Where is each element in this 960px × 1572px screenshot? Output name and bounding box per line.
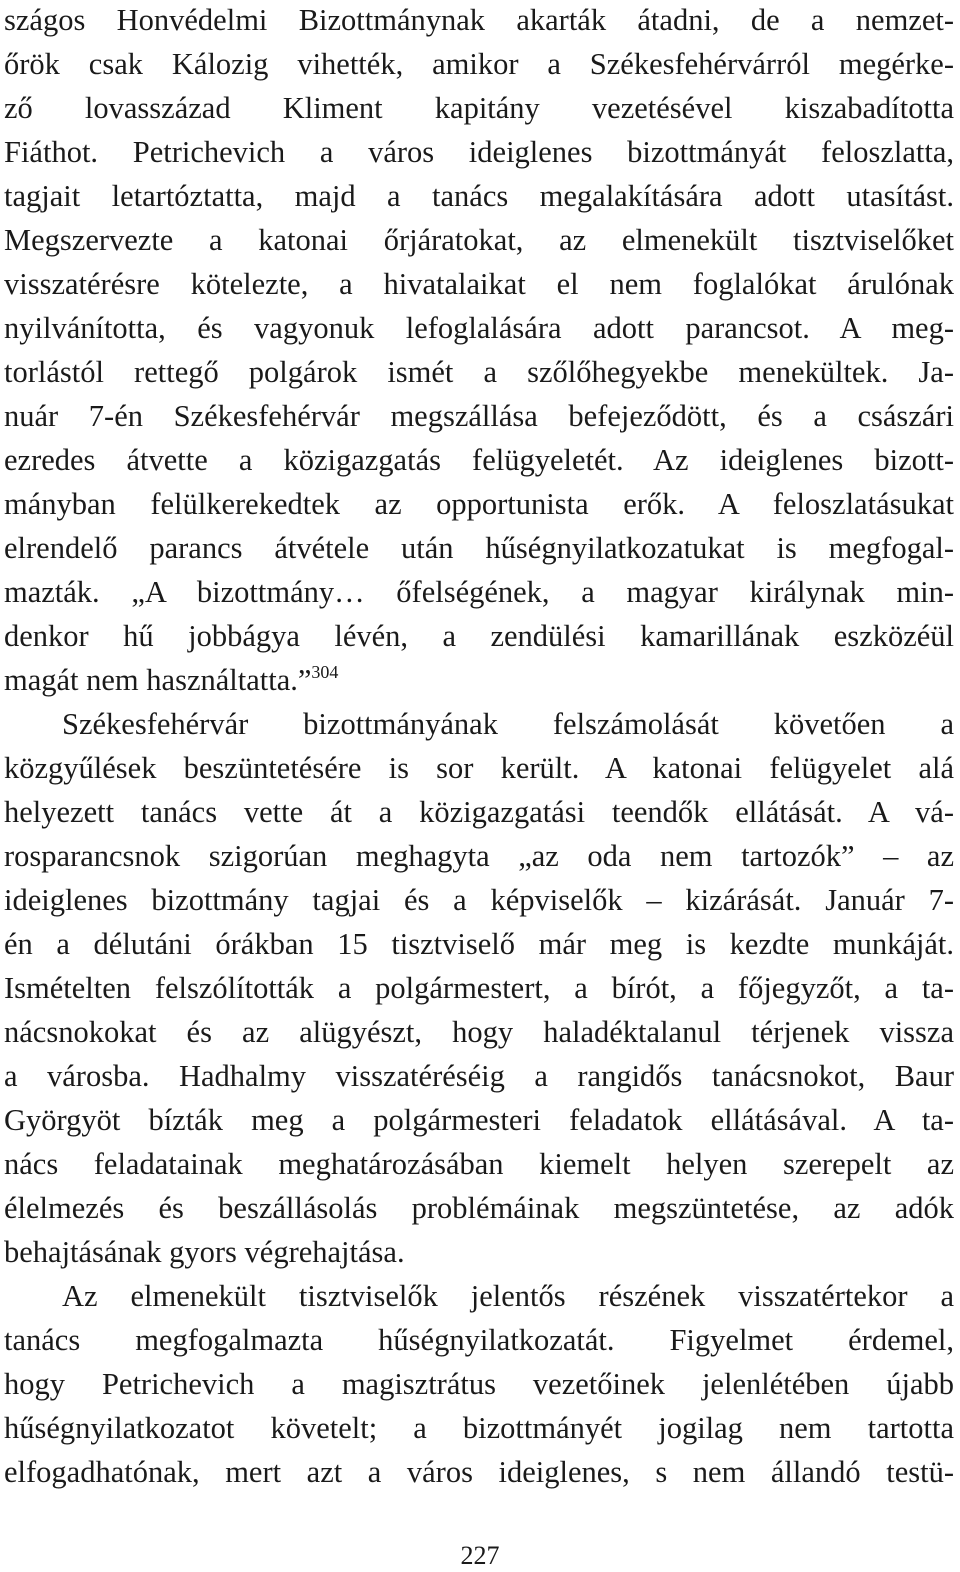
text-line: rosparancsnok szigorúan meghagyta „az oda nem tartozók” – az <box>4 839 954 873</box>
text-line: ezredes átvette a közigazgatás felügyeletét. Az ideiglenes bizott- <box>4 443 954 477</box>
text-line: mányban felülkerekedtek az opportunista erők. A feloszlatásukat <box>4 487 954 521</box>
text-line: mazták. „A bizottmány… őfelségének, a magyar királynak min- <box>4 575 954 609</box>
text-line: Székesfehérvár bizottmányának felszámolását követően a <box>62 707 954 741</box>
text-line: torlástól rettegő polgárok ismét a szőlőhegyekbe menekültek. Ja- <box>4 355 954 389</box>
text-line: elrendelő parancs átvétele után hűségnyilatkozatukat is megfogal- <box>4 531 954 565</box>
quote-end-text: magát nem használtatta.” <box>4 663 312 697</box>
text-line: denkor hű jobbágya lévén, a zendülési kamarillának eszközéül <box>4 619 954 653</box>
text-line: közgyűlések beszüntetésére is sor került. A katonai felügyelet alá <box>4 751 954 785</box>
text-line: nács feladatainak meghatározásában kiemelt helyen szerepelt az <box>4 1147 954 1181</box>
text-line: élelmezés és beszállásolás problémáinak megszüntetése, az adók <box>4 1191 954 1225</box>
text-line: nácsnokokat és az alügyészt, hogy haladéktalanul térjenek vissza <box>4 1015 954 1049</box>
text-line: helyezett tanács vette át a közigazgatási teendők ellátását. A vá- <box>4 795 954 829</box>
page-number: 227 <box>460 1541 500 1570</box>
text-line: szágos Honvédelmi Bizottmánynak akarták átadni, de a nemzet- <box>4 3 954 37</box>
text-line: Az elmenekült tisztviselők jelentős részének visszatértekor a <box>62 1279 954 1313</box>
text-line: őrök csak Kálozig vihették, amikor a Székesfehérvárról megérke- <box>4 47 954 81</box>
text-line: Ismételten felszólították a polgármestert, a bírót, a főjegyzőt, a ta- <box>4 971 954 1005</box>
text-line: Megszervezte a katonai őrjáratokat, az elmenekült tisztviselőket <box>4 223 954 257</box>
text-line: én a délutáni órákban 15 tisztviselő már meg is kezdte munkáját. <box>4 927 954 961</box>
text-line: a városba. Hadhalmy visszatéréséig a rangidős tanácsnokot, Baur <box>4 1059 954 1093</box>
text-line: nyilvánította, és vagyonuk lefoglalására adott parancsot. A meg- <box>4 311 954 345</box>
text-line <box>4 660 954 700</box>
text-line: Fiáthot. Petrichevich a város ideiglenes bizottmányát feloszlatta, <box>4 135 954 169</box>
text-line: tagjait letartóztatta, majd a tanács megalakítására adott utasítást. <box>4 179 954 213</box>
text-line: nuár 7-én Székesfehérvár megszállása befejeződött, és a császári <box>4 399 954 433</box>
text-line: ző lovasszázad Kliment kapitány vezetésével kiszabadította <box>4 91 954 125</box>
text-line: hűségnyilatkozatot követelt; a bizottmányét jogilag nem tartotta <box>4 1411 954 1445</box>
text-line: Györgyöt bízták meg a polgármesteri feladatok ellátásával. A ta- <box>4 1103 954 1137</box>
text-line: behajtásának gyors végrehajtása. <box>4 1235 405 1269</box>
text-line: hogy Petrichevich a magisztrátus vezetőinek jelenlétében újabb <box>4 1367 954 1401</box>
text-line: ideiglenes bizottmány tagjai és a képviselők – kizárását. Január 7- <box>4 883 954 917</box>
text-line: elfogadhatónak, mert azt a város ideiglenes, s nem állandó testü- <box>4 1455 954 1489</box>
text-line: tanács megfogalmazta hűségnyilatkozatát. Figyelmet érdemel, <box>4 1323 954 1357</box>
footnote-reference: 304 <box>311 662 339 682</box>
text-line: visszatérésre kötelezte, a hivatalaikat el nem foglalókat árulónak <box>4 267 954 301</box>
